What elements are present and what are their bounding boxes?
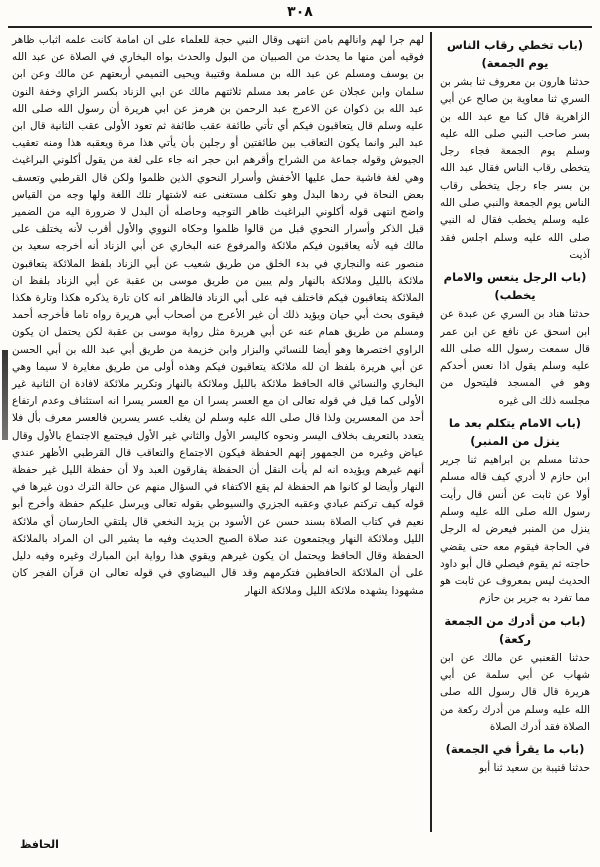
chapter-heading: (باب تخطي رقاب الناس يوم الجمعة): [446, 38, 584, 70]
catchword: الحافظ: [20, 838, 59, 851]
hadith-text: حدثنا القعنبي عن مالك عن ابن شهاب عن أبي سلمة عن أبي هريرة قال قال رسول الله صلى الله عليه وسلم من أدرك ركعة من الصلاة فقد أدرك الصلاة: [440, 651, 590, 733]
commentary-text: لهم جرا لهم وانالهم بامن انتهى وقال النبي حجة للعلماء على ان امامة كانت علمه اثباب ظاهر فوقيه أمن منها ما يحدث من الصبيان من البول والحدث بواه البخاري في الصلاة عن عبد الله بن يوسف ومسلم عن عبد الله بن مسلمة وقتيبة ويحيى التميمي أربعتهم عن مالك وعن ابن سلمان وابن عجلان عن عامر بعد مسلم ثلاثتهم مالك عن ابي الزناد بكسر الزاي وخفة النون عبد الله بن ذكوان عن الاعرج عبد الرحمن بن هرمز عن ابي هريرة أن رسول الله صلى الله عليه وسلم قال يتعاقبون فيكم أي تأتي طائفة عقب طائفة ثم تعود الأولى عقب الثانية قال ابن عبد البر وانما يكون التعاقب بين طائفتين أو رجلين بأن يأتي هذا مرة ويعقبه هذا ومنه تعقيب الجيوش وقوله جماعة من الشراح وأقرهم ابن حجر انه جاء على لغة من يقول أكلوني البراغيث وهي لغة فاشية حمل عليها الأخفش وأسرار النحوي الذين ظلموا ولكن قال القرطبي وتعسف بعض النحاة في ردها البدل وهو تكلف مستغنى عنه لاشتهار تلك اللغة ولها وجه من القياس واضح انتهى قوله أكلوني البراغيث ظاهر التوجيه وحاصله أن البدل لا ضرورة اليه من الضمير قبل الذكر وأسرار النحوي قبل من قالوا ظلموا وحكاه النووي والأول أقرب لأنه يختلف على مالك فيه لأنه يعاقبون فيكم ملائكة والمرفوع عنه البخاري عن أبي الزناد أنه أخرجه سعيد بن منصور عنه والنجاري في بدء الخلق من طريق شعيب عن أبي الزناد بلفظ الملائكة يتعاقبون ملائكة بالليل وملائكة بالنهار ولم يبين من طريق موسى بن عقبة عن أبي الزناد بلفظ ان الملائكة يتعاقبون فيكم فاختلف فيه على أبي الزناد فالظاهر انه كان تارة يذكره هكذا وتارة هكذا فيقوى بحث أبي حيان ويؤيد ذلك أن غير الأعرج من أصحاب أبي هريرة رواه تاما فأخرجه أحمد ومسلم من طريق همام عنه عن أبي هريرة مثل رواية موسى بن عقبة لكن يحتمل ان يكون الراوي اختصرها وهو أيضا للنسائي والبزار وابن خزيمة من طريق أبي عبد الله بن أبي الحسن عن أبي هريرة بلفظ ان لله ملائكة يتعاقبون فيكم وهذه أولى من طريق مغايرة لا سيما وهي البخاري والنسائي قاله الحافظ ملائكة بالليل وملائكة بالنهار وتكرير ملائكة لافادة ان الثانية غير الأولى كما قيل في قوله تعالى ان مع العسر يسرا ان مع العسر يسرا انه استئناف وعدم ارتفاع أحد من المعسرين ولذا قال صلى الله عليه وسلم لن يغلب عسر يسرين فالعسر معرف بأل فلا يتعدد بالتعريف بخلاف اليسر ونحوه كاليسر الأول والثاني غير الأول فيجتمع الاجتماع بالأول وقال عياض وغيره من الجمهور إنهم الحفظة فيكون الاجتماع والتعاقب قال القرطبي الأظهر عندي أنهم غيرهم ويؤيده انه لم يأت النقل أن الحفظة يفارقون العبد ولا أن حفظة الليل غير حفظة النهار وأيضا لو كانوا هم الحفظة لم يقع الاكتفاء في السؤال منهم عن حالة الترك دون غيرها في قوله كيف تركتم عبادي وعقبه الجزري والسيوطي بقوله تعالى ويرسل عليكم حفظة وأخرج أبو نعيم في كتاب الصلاة بسند حسن عن الأسود بن يزيد النخعي قال يلتقي الحارسان أي ملائكة الليل وملائكة النهار ويجتمعون عند صلاة الصبح الحديث وفيه ما يشير الى ان المراد بالملائكة الحفظة وقال الحافظ ويحتمل ان يكون غيرهم ويقوي هذا رواية ابن المبارك وغيره وفيه دليل على أن الملائكة الحافظين فتكرمهم وقد قال البيضاوي في قوله تعالى ان قرآن الفجر كان مشهودا يشهده ملائكة الليل وملائكة النهار: [12, 34, 424, 597]
commentary-column: [12, 32, 432, 832]
hadith-text: حدثنا هناد بن السري عن عبدة عن ابن اسحق عن نافع عن ابن عمر قال سمعت رسول الله صلى الله عليه وسلم يقول اذا نعس أحدكم وهو في المسجد فليتحول من مجلسه ذلك الى غيره: [440, 308, 590, 407]
hadith-text: حدثنا هارون بن معروف ثنا بشر بن السري ثنا معاوية بن صالح عن أبي الزاهرية قال كنا مع عبد الله بن بسر صاحب النبي صلى الله عليه وسلم يوم الجمعة فجاء رجل يتخطى رقاب الناس فقال عبد الله بن بسر جاء رجل يتخطى رقاب الناس يوم الجمعة والنبي صلى الله عليه وسلم يخطب فقال له النبي صلى الله عليه وسلم اجلس فقد آذيت: [440, 76, 590, 261]
hadith-column: [440, 32, 590, 862]
chapter-heading: (باب من أدرك من الجمعة ركعة): [444, 613, 586, 646]
binding-shadow: [2, 350, 8, 440]
chapter-heading: (باب ما يقرأ في الجمعة): [445, 742, 585, 757]
header-rule: [8, 26, 592, 28]
hadith-text: حدثنا مسلم بن ابراهيم ثنا جرير ابن حازم لا أدري كيف قاله مسلم أولا عن ثابت عن أنس قال رأيت رسول الله صلى الله عليه وسلم ينزل من المنبر فيعرض له الرجل في الحاجة فيقوم معه حتى يقضي حاجته ثم يقوم فيصلي قال أبو داود الحديث ليس بمعروف عن ثابت هو مما تفرد به جرير بن حازم: [440, 454, 590, 605]
hadith-text: حدثنا قتيبة بن سعيد ثنا أبو: [479, 762, 590, 775]
chapter-heading: (باب الرجل ينعس والامام يخطب): [443, 270, 587, 303]
chapter-heading: (باب الامام يتكلم بعد ما ينزل من المنبر): [448, 416, 582, 449]
page-number: ٣٠٨: [287, 4, 313, 20]
